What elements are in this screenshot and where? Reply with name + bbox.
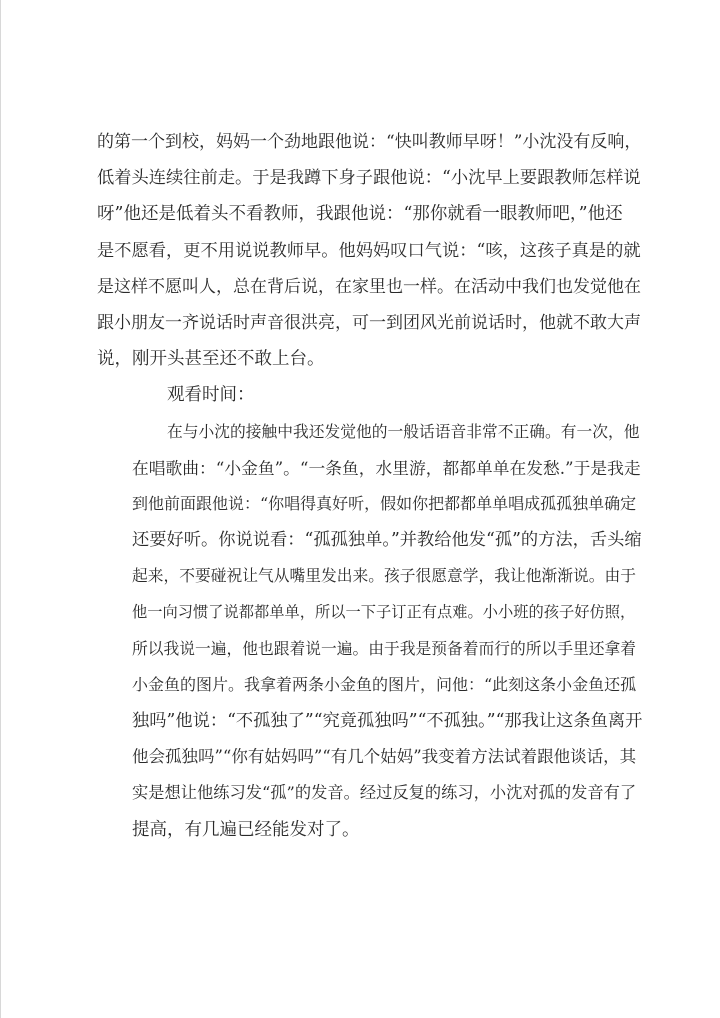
text-line: 实是想让他练习发“孤”的发音。经过反复的练习，小沈对孤的发音有了 xyxy=(132,783,637,803)
text-line: 还要好听。你说说看：“孤孤独单。”并教给他发“孤”的方法，舌头缩 xyxy=(132,530,642,551)
text-line: 提高，有几遍已经能发对了。 xyxy=(132,819,360,840)
text-line: 是不愿看，更不用说说教师早。他妈妈叹口气说：“咳，这孩子真是的就 xyxy=(97,240,641,261)
text-line: 起来，不要碰祝让气从嘴里发出来。孩子很愿意学，我让他渐渐说。由于 xyxy=(132,566,636,586)
text-line: 他一向习惯了说都都单单，所以一下子订正有点难。小小班的孩子好仿照， xyxy=(132,603,636,622)
text-line: 在与小沈的接触中我还发觉他的一般话语音非常不正确。有一次，他 xyxy=(167,421,640,441)
text-line: 到他前面跟他说：“你唱得真好听，假如你把都都单单唱成孤孤独单确定 xyxy=(132,493,637,513)
text-line: 低着头连续往前走。于是我蹲下身子跟他说：“小沈早上要跟教师怎样说 xyxy=(97,168,641,189)
text-line: 独吗”他说：“不孤独了”“究竟孤独吗”“不孤独。”“那我让这条鱼离开 xyxy=(132,711,643,731)
text-line: 呀”他还是低着头不看教师，我跟他说：“那你就看一眼教师吧，”他还 xyxy=(97,204,623,225)
text-line: 说，刚开头甚至还不敢上台。 xyxy=(97,349,325,370)
text-line: 的第一个到校，妈妈一个劲地跟他说：“快叫教师早呀！”小沈没有反响， xyxy=(97,132,642,152)
paragraph-1 xyxy=(97,124,642,377)
text-line: 小金鱼的图片。我拿着两条小金鱼的图片，问他：“此刻这条小金鱼还孤 xyxy=(132,674,637,694)
text-line: 在唱歌曲：“小金鱼”。“一条鱼，水里游，都都单单在发愁.”于是我走 xyxy=(132,457,641,478)
text-line: 他会孤独吗”“你有姑妈吗”“有几个姑妈”我变着方法试着跟他谈话，其 xyxy=(132,747,637,767)
page-left-edge xyxy=(0,0,1,1018)
section-heading-observation-time xyxy=(97,377,642,413)
text-line: 是这样不愿叫人，总在背后说，在家里也一样。在活动中我们也发觉他在 xyxy=(97,276,641,297)
document-body xyxy=(97,124,642,848)
text-line: 跟小朋友一齐说话时声音很洪亮，可一到团风光前说话时，他就不敢大声 xyxy=(97,312,641,333)
text-line: 所以我说一遍，他也跟着说一遍。由于我是预备着而行的所以手里还拿着 xyxy=(132,638,636,658)
paragraph-2 xyxy=(97,414,642,848)
heading-line: 观看时间： xyxy=(167,385,255,406)
